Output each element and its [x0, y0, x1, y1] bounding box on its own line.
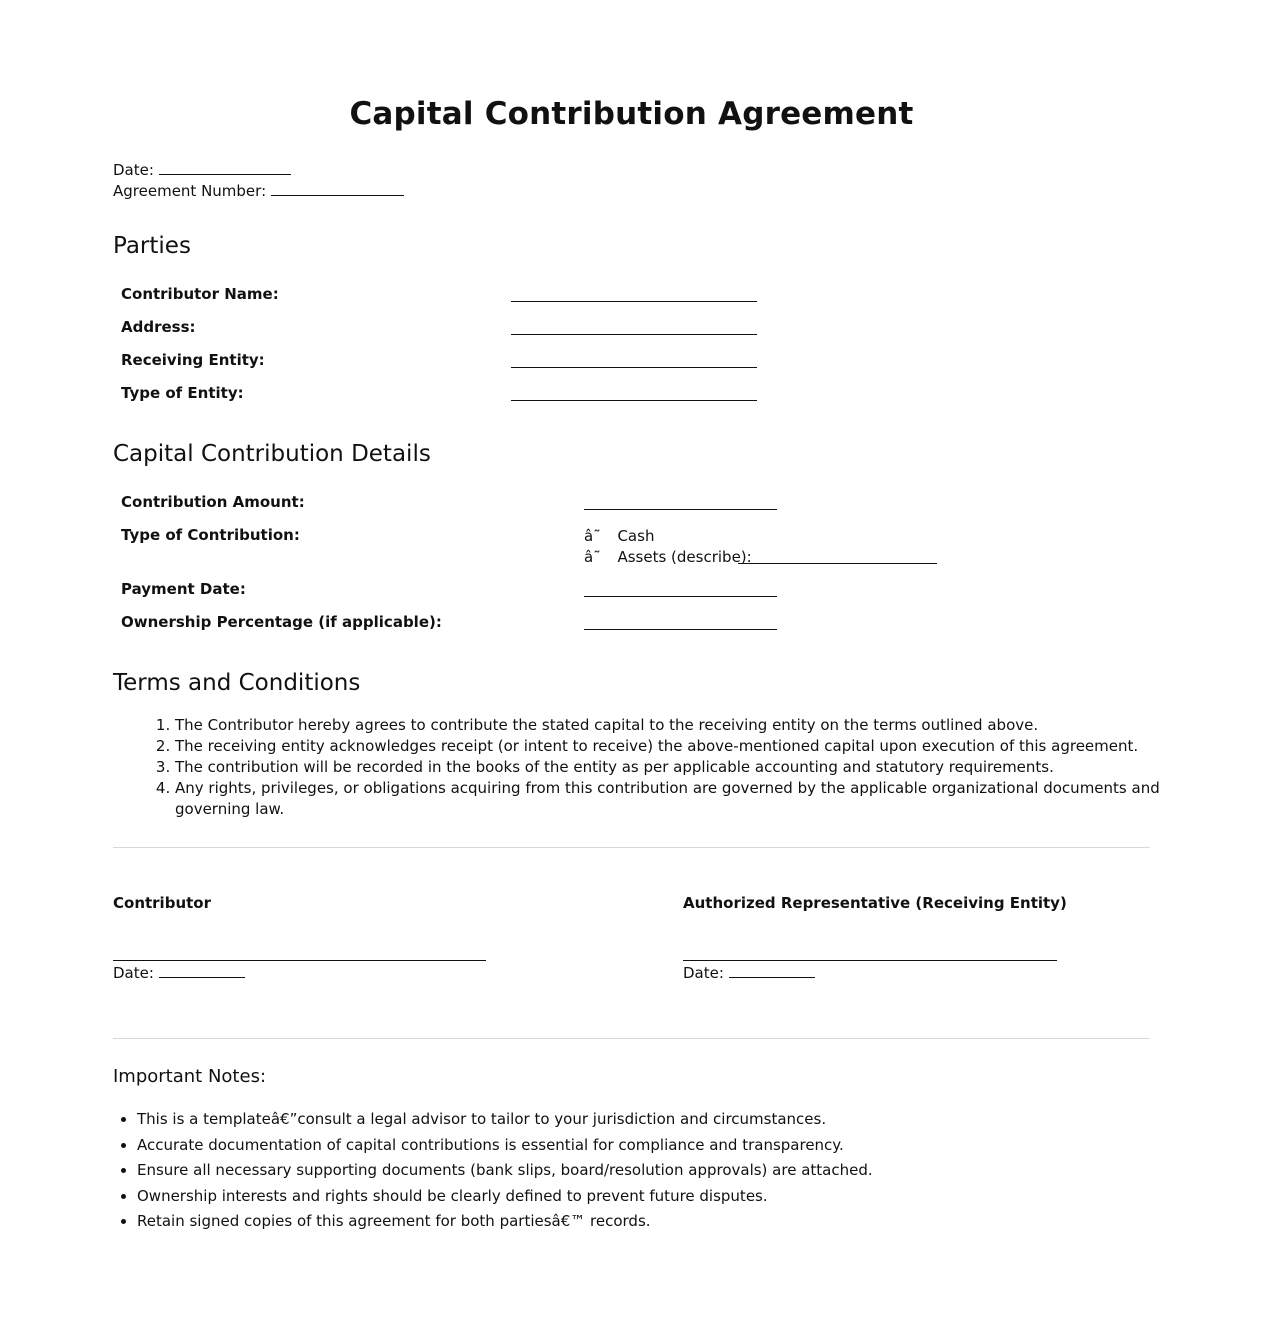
- representative-date-blank[interactable]: [729, 964, 815, 978]
- contributor-date-label: Date:: [113, 964, 154, 982]
- contributor-name-label: Contributor Name:: [121, 285, 279, 303]
- date-label: Date:: [113, 161, 154, 179]
- note-item: • Ownership interests and rights should be clearly defined to prevent future disputes.: [137, 1184, 1137, 1210]
- term-item: 4. Any rights, privileges, or obligations acquiring from this contribution are governed by the applicable organizational documents and governing law.: [175, 778, 1170, 820]
- ownership-percentage-label: Ownership Percentage (if applicable):: [121, 613, 442, 631]
- date-field: [113, 160, 291, 181]
- type-of-contribution-label: Type of Contribution:: [121, 526, 300, 544]
- note-item: • Retain signed copies of this agreement for both partiesâ€™ records.: [137, 1209, 1137, 1235]
- terms-list: [113, 715, 1170, 820]
- contributor-signature-heading: Contributor: [113, 894, 211, 912]
- receiving-entity-blank[interactable]: [511, 366, 757, 368]
- divider: [113, 1038, 1150, 1039]
- ownership-percentage-blank[interactable]: [584, 628, 777, 630]
- divider: [113, 847, 1150, 848]
- contribution-amount-label: Contribution Amount:: [121, 493, 305, 511]
- payment-date-label: Payment Date:: [121, 580, 246, 598]
- receiving-entity-label: Receiving Entity:: [121, 351, 265, 369]
- page-title: Capital Contribution Agreement: [349, 96, 914, 132]
- contributor-date-blank[interactable]: [159, 964, 245, 978]
- contributor-date: [113, 964, 245, 982]
- address-blank[interactable]: [511, 333, 757, 335]
- notes-heading: Important Notes:: [113, 1066, 267, 1087]
- note-item: • This is a templateâ€”consult a legal advisor to tailor to your jurisdiction and circumstances.: [137, 1107, 1137, 1133]
- type-of-entity-blank[interactable]: [511, 399, 757, 401]
- agreement-number-label: Agreement Number:: [113, 182, 267, 200]
- representative-date: [683, 964, 815, 982]
- note-item: • Ensure all necessary supporting documents (bank slips, board/resolution approvals) are attached.: [137, 1158, 1137, 1184]
- parties-heading: Parties: [113, 233, 191, 259]
- option-cash[interactable]: â˜ Cash: [584, 527, 655, 545]
- term-item: 3. The contribution will be recorded in the books of the entity as per applicable accounting and statutory requirements.: [175, 757, 1170, 778]
- assets-describe-blank[interactable]: [738, 562, 937, 564]
- term-item: 2. The receiving entity acknowledges receipt (or intent to receive) the above-mentioned capital upon execution of this agreement.: [175, 736, 1170, 757]
- date-blank[interactable]: [159, 161, 291, 175]
- type-of-entity-label: Type of Entity:: [121, 384, 244, 402]
- option-assets[interactable]: â˜ Assets (describe):: [584, 548, 752, 566]
- representative-signature-line[interactable]: [683, 960, 1057, 961]
- contributor-name-blank[interactable]: [511, 300, 757, 302]
- details-heading: Capital Contribution Details: [113, 441, 431, 467]
- representative-date-label: Date:: [683, 964, 724, 982]
- note-item: • Accurate documentation of capital contributions is essential for compliance and transparency.: [137, 1133, 1137, 1159]
- contributor-signature-line[interactable]: [113, 960, 486, 961]
- term-item: 1. The Contributor hereby agrees to contribute the stated capital to the receiving entity on the terms outlined above.: [175, 715, 1170, 736]
- agreement-number-field: [113, 181, 404, 202]
- address-label: Address:: [121, 318, 196, 336]
- payment-date-blank[interactable]: [584, 595, 777, 597]
- notes-list: [113, 1107, 1137, 1235]
- contribution-amount-blank[interactable]: [584, 508, 777, 510]
- representative-signature-heading: Authorized Representative (Receiving Entity): [683, 894, 1067, 912]
- agreement-number-blank[interactable]: [271, 182, 404, 196]
- terms-heading: Terms and Conditions: [113, 670, 361, 696]
